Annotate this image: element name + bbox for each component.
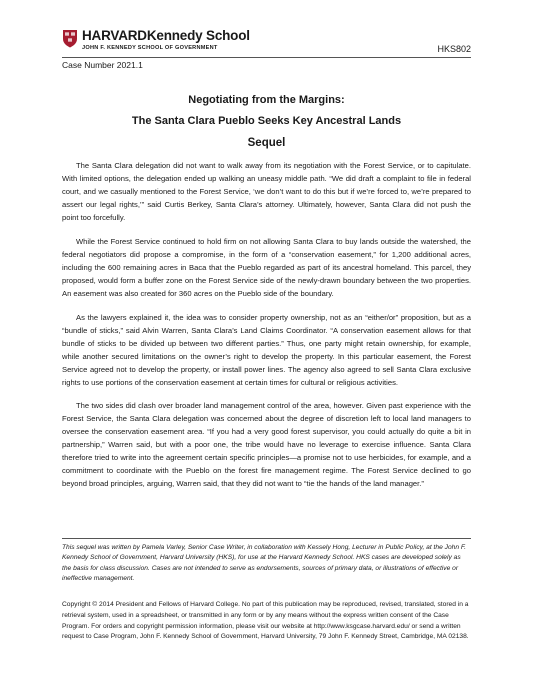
logo-wordmark bbox=[82, 29, 250, 43]
copyright-notice: Copyright © 2014 President and Fellows of Harvard College. No part of this publication may be reproduced, revised, translated, stored in a retrieval system, used in a spreadsheet, or transmitted in any form or by any means without the express written consent of the Case Program. For orders and copyright permission information, please visit our website at http://www.ksgcase.harvard.edu/ or send a written request to Case Program, John F. Kennedy School of Government, Harvard University, 79 John F. Kennedy Street, Cambridge, MA 02138. bbox=[62, 601, 469, 641]
header-divider bbox=[62, 57, 471, 58]
authorship-note: This sequel was written by Pamela Varley, Senior Case Writer, in collaboration with Kessely Hong, Lecturer in Public Policy, at the John F. Kennedy School of Government, Harvard University (HKS), for use at the Harvard Kennedy School. HKS cases are developed solely as the basis for class discussion. Cases are not intended to serve as endorsements, sources of primary data, or illustrations of effective or ineffective management. bbox=[62, 544, 466, 582]
footer-divider bbox=[62, 538, 471, 539]
document-subtitle: The Santa Clara Pueblo Seeks Key Ancestral Lands bbox=[131, 115, 402, 127]
section-heading: Sequel bbox=[247, 137, 286, 149]
case-code: HKS802 bbox=[437, 44, 471, 54]
paragraph: As the lawyers explained it, the idea was to consider property ownership, not as an “either/or” proposition, but as a “bundle of sticks,” said Alvin Warren, Santa Clara’s Land Claims Coordinator. “A conservation easement allows for that bundle of sticks to be divided up between two different parties.” Thus, one party might retain ownership, for example, while another secured limitations on the owner’s right to develop the property. In this particular easement, the Forest Service agreed not to develop the property, or install power lines. The agency also agreed to sell Santa Clara exclusive rights to use portions of the conservation easement at certain times for cultural or religious activities. bbox=[62, 312, 471, 387]
paragraph: The Santa Clara delegation did not want to walk away from its negotiation with the Forest Service, or to capitulate. With limited options, the delegation ended up walking an uneasy middle path. “We did draft a complaint to file in federal court, and we casually mentioned to the Forest Service, ‘we don’t want to do this but if we’re forced to, we’re prepared to assert our legal rights,’” said Curtis Berkey, Santa Clara’s attorney. Ultimately, however, Santa Clara did not push the point too forcefully. bbox=[62, 161, 471, 222]
logo-harvard: HARVARD bbox=[82, 28, 147, 43]
harvard-kennedy-logo bbox=[62, 29, 250, 51]
document-title: Negotiating from the Margins: bbox=[188, 94, 345, 106]
paragraph: While the Forest Service continued to hold firm on not allowing Santa Clara to buy lands outside the watershed, the federal negotiators did propose a compromise, in the form of a “conservation easement,” for 1,200 additional acres, including the 600 remaining acres in Baca that the Pueblo regarded as part of its ancestral homeland. This parcel, they proposed, would form a buffer zone on the Forest Service side of the newly-drawn boundary between the two properties. An easement was also created for 360 acres on the Pueblo side of the boundary. bbox=[62, 236, 471, 298]
case-number: Case Number 2021.1 bbox=[62, 60, 143, 70]
body-text bbox=[62, 159, 471, 501]
harvard-shield-icon bbox=[62, 29, 78, 48]
logo-subtitle: JOHN F. KENNEDY SCHOOL OF GOVERNMENT bbox=[82, 44, 218, 51]
paragraph: The two sides did clash over broader land management control of the area, however. Given past experience with the Forest Service, the Santa Clara delegation was concerned about the degree of discretion left to local land managers to oversee the conservation easement area. “If you had a very good forest supervisor, you could actually do quite a bit in partnership,” Warren said, but with a poor one, the tribe would have no leverage to exercise influence. Santa Clara therefore tried to write into the agreement certain specific principles—a promise not to use herbicides, for example, and a commitment to coordinate with the Pueblo on the forest fire management regime. The Forest Service declined to go beyond broad principles, arguing, Warren said, that they did not want to “tie the hands of the land manager.” bbox=[62, 401, 471, 489]
logo-school: Kennedy School bbox=[146, 28, 250, 43]
